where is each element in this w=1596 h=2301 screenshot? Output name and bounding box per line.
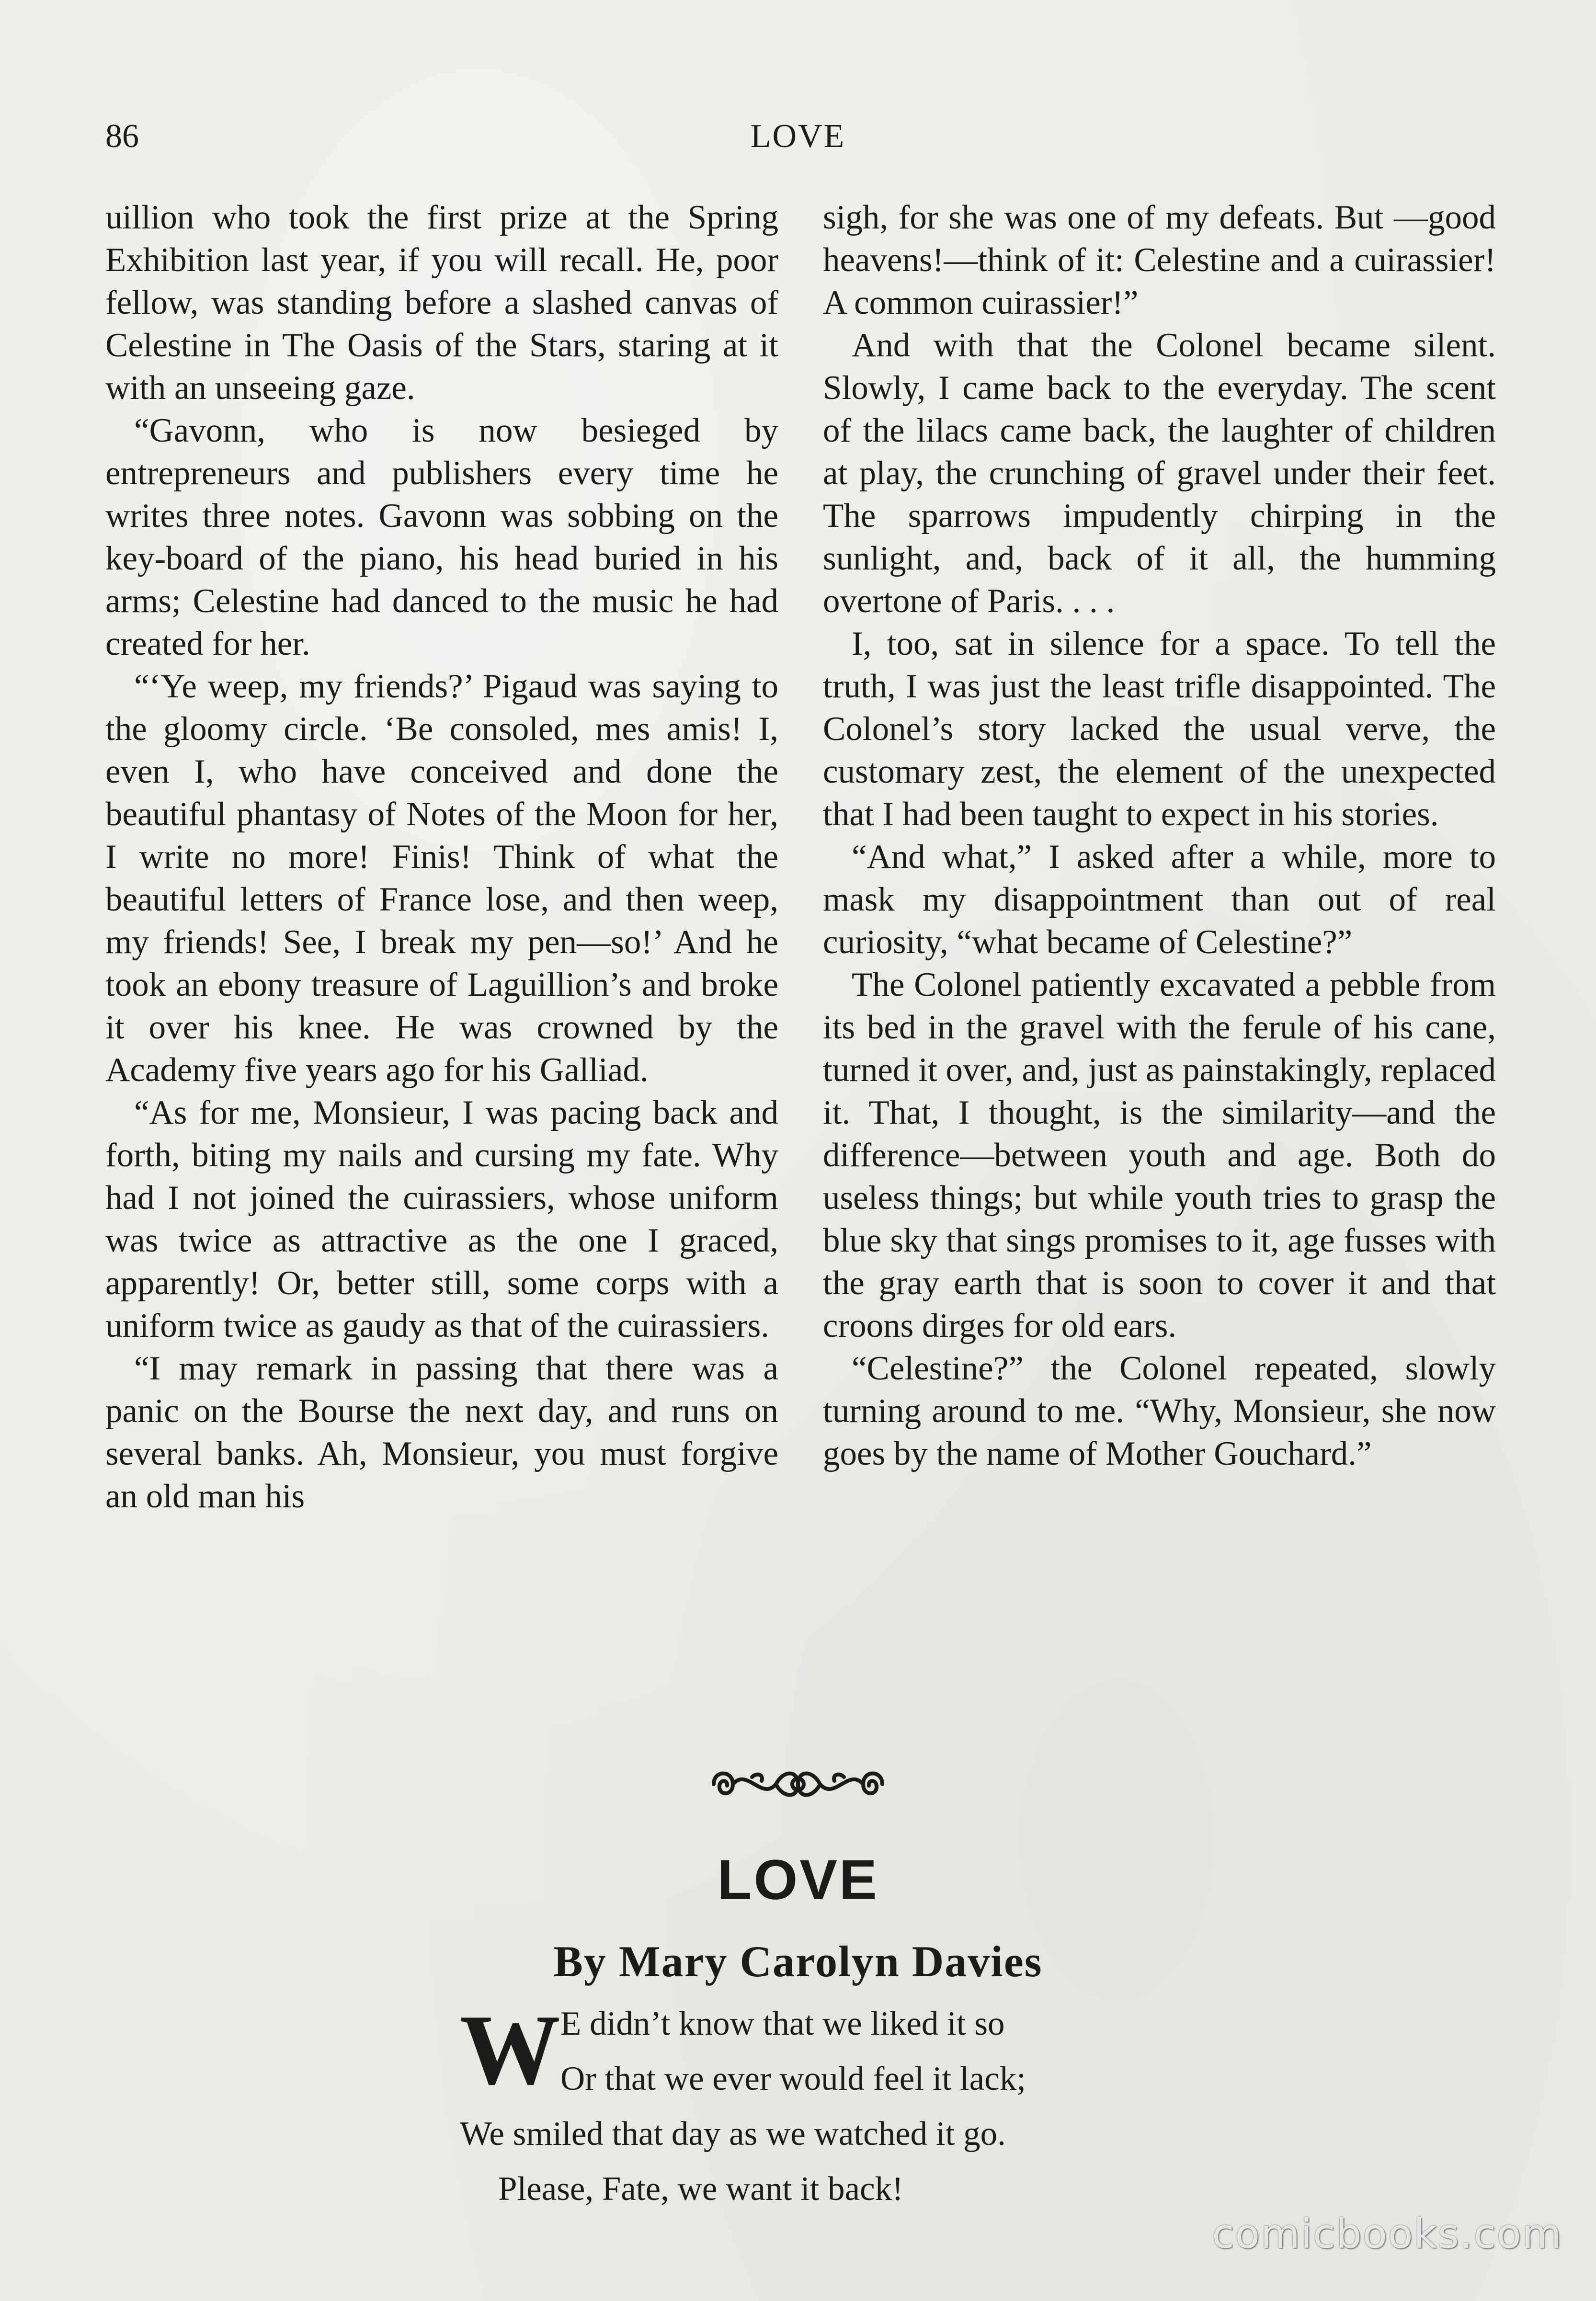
scroll-ornament-icon	[704, 1758, 892, 1811]
page-header	[105, 110, 1491, 163]
running-title: LOVE	[750, 118, 846, 155]
poem-line: E didn’t know that we liked it so	[560, 2005, 1005, 2042]
drop-cap: W	[460, 1994, 560, 2106]
poem-line: Or that we ever would feel it lack;	[560, 2060, 1026, 2097]
poem-title: LOVE	[717, 1848, 879, 1912]
left-column	[105, 196, 778, 1518]
paragraph: “‘Ye weep, my friends?’ Pigaud was saying to the gloomy circle. ‘Be consoled, mes amis! I, even I, who have conceived and done the beautiful phantasy of Notes of the Moon for her, I write no more! Finis! Think of what the beautiful letters of France lose, and then weep, my friends! See, I break my pen—so!’ And he took an ebony treasure of Laguillion’s and broke it over his knee. He was crowned by the Academy five years ago for his Galliad.	[105, 668, 778, 1089]
paragraph: “Celestine?” the Colonel repeated, slowly turning around to me. “Why, Monsieur, she now goes by the name of Mother Gouchard.”	[823, 1350, 1496, 1472]
paragraph: I, too, sat in silence for a space. To tell the truth, I was just the least trifle disappointed. The Colonel’s story lacked the usual verve, the customary zest, the element of the unexpected that I had been taught to expect in his stories.	[823, 625, 1496, 833]
poem-line: Please, Fate, we want it back!	[498, 2170, 903, 2208]
paragraph: “I may remark in passing that there was a panic on the Bourse the next day, and runs on several banks. Ah, Monsieur, you must forgive an old man his	[105, 1350, 778, 1515]
paragraph: uillion who took the first prize at the Spring Exhibition last year, if you will recall. He, poor fellow, was standing before a slashed canvas of Celestine in The Oasis of the Stars, staring at it with an unseeing gaze.	[105, 199, 778, 407]
poem-byline: By Mary Carolyn Davies	[553, 1937, 1043, 1986]
paragraph: “Gavonn, who is now besieged by entrepreneurs and publishers every time he writes three notes. Gavonn was sobbing on the key-board of the piano, his head buried in his arms; Celestine had danced to the music he had created for her.	[105, 412, 778, 662]
page-number: 86	[105, 118, 139, 155]
paragraph: “And what,” I asked after a while, more to mask my disappointment than out of real curiosity, “what became of Celestine?”	[823, 838, 1496, 961]
site-watermark: comicbooks.com	[1212, 2210, 1562, 2257]
poem-line: We smiled that day as we watched it go.	[460, 2115, 1006, 2153]
paragraph: And with that the Colonel became silent. Slowly, I came back to the everyday. The scent of the lilacs came back, the laughter of children at play, the crunching of gravel under their feet. The sparrows impudently chirping in the sunlight, and, back of it all, the humming overtone of Paris. . . .	[823, 327, 1496, 620]
paragraph: The Colonel patiently excavated a pebble from its bed in the gravel with the ferule of his cane, turned it over, and, just as painstakingly, replaced it. That, I thought, is the similarity—and the difference—between youth and age. Both do useless things; but while youth tries to grasp the blue sky that sings promises to it, age fusses with the gray earth that is soon to cover it and that croons dirges for old ears.	[823, 966, 1496, 1344]
right-column	[823, 196, 1496, 1475]
paragraph: “As for me, Monsieur, I was pacing back and forth, biting my nails and cursing my fate. Why had I not joined the cuirassiers, whose uniform was twice as attractive as the one I graced, apparently! Or, better still, some corps with a uniform twice as gaudy as that of the cuirassiers.	[105, 1094, 778, 1344]
paragraph: sigh, for she was one of my defeats. But —good heavens!—think of it: Celestine and a cuirassier! A common cuirassier!”	[823, 199, 1496, 321]
